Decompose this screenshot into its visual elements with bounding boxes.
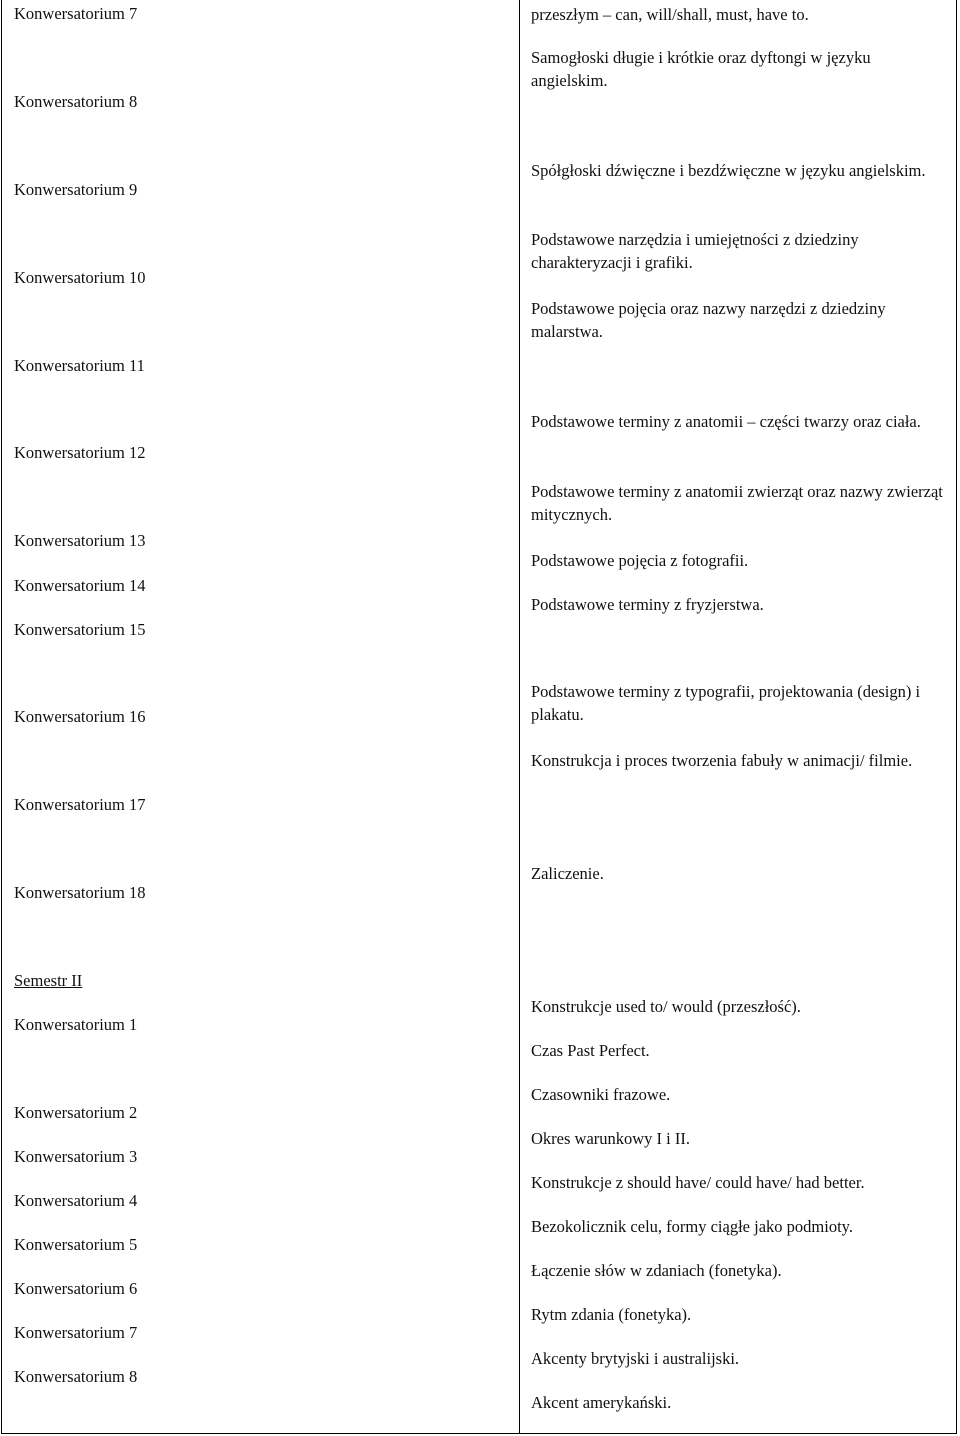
topic-text: Spółgłoski dźwięczne i bezdźwięczne w języku angielskim. [531,161,926,180]
topic-text: Bezokolicznik celu, formy ciągłe jako podmioty. [531,1217,853,1236]
topic-text: Okres warunkowy I i II. [531,1129,690,1148]
session-label: Konwersatorium 4 [14,1191,138,1210]
session-label: Konwersatorium 2 [14,1103,138,1122]
session-label: Konwersatorium 18 [14,883,146,902]
semester-heading: Semestr II [14,971,83,990]
topic-text: Czas Past Perfect. [531,1041,650,1060]
session-label: Konwersatorium 10 [14,268,146,287]
topic-text: Samogłoski długie i krótkie oraz dyftongi w języku angielskim. [531,48,871,90]
session-label: Konwersatorium 7 [14,1323,138,1342]
topic-text: Podstawowe terminy z anatomii zwierząt oraz nazwy zwierząt mitycznych. [531,482,943,524]
topic-text: Czasowniki frazowe. [531,1085,671,1104]
topic-text: Łączenie słów w zdaniach (fonetyka). [531,1261,782,1280]
topic-text: Podstawowe terminy z anatomii – części twarzy oraz ciała. [531,412,921,431]
session-label: Konwersatorium 12 [14,443,146,462]
topic-text: Rytm zdania (fonetyka). [531,1305,692,1324]
session-label: Konwersatorium 1 [14,1015,138,1034]
session-label: Konwersatorium 16 [14,707,146,726]
session-label: Konwersatorium 6 [14,1279,138,1298]
session-label: Konwersatorium 15 [14,620,146,639]
topic-text: Akcent amerykański. [531,1393,672,1412]
topic-text: przeszłym – can, will/shall, must, have to. [531,5,809,24]
column-divider [519,0,520,1434]
session-label: Konwersatorium 17 [14,795,146,814]
topic-text: Podstawowe narzędzia i umiejętności z dziedziny charakteryzacji i grafiki. [531,230,859,272]
session-label: Konwersatorium 7 [14,4,138,23]
topic-text: Zaliczenie. [531,864,604,883]
session-label: Konwersatorium 9 [14,180,138,199]
session-label: Konwersatorium 3 [14,1147,138,1166]
syllabus-table [1,0,957,1434]
session-label: Konwersatorium 8 [14,1367,138,1386]
topic-text: Podstawowe pojęcia oraz nazwy narzędzi z dziedziny malarstwa. [531,299,886,341]
session-label: Konwersatorium 8 [14,92,138,111]
topic-text: Konstrukcja i proces tworzenia fabuły w animacji/ filmie. [531,751,913,770]
session-label: Konwersatorium 14 [14,576,146,595]
topic-text: Akcenty brytyjski i australijski. [531,1349,740,1368]
topic-text: Konstrukcje used to/ would (przeszłość). [531,997,801,1016]
topic-text: Podstawowe terminy z fryzjerstwa. [531,595,764,614]
topic-text: Konstrukcje z should have/ could have/ had better. [531,1173,865,1192]
topic-text: Podstawowe terminy z typografii, projektowania (design) i plakatu. [531,682,921,724]
session-label: Konwersatorium 11 [14,356,145,375]
session-label: Konwersatorium 13 [14,531,146,550]
topic-text: Podstawowe pojęcia z fotografii. [531,551,749,570]
session-label: Konwersatorium 5 [14,1235,138,1254]
